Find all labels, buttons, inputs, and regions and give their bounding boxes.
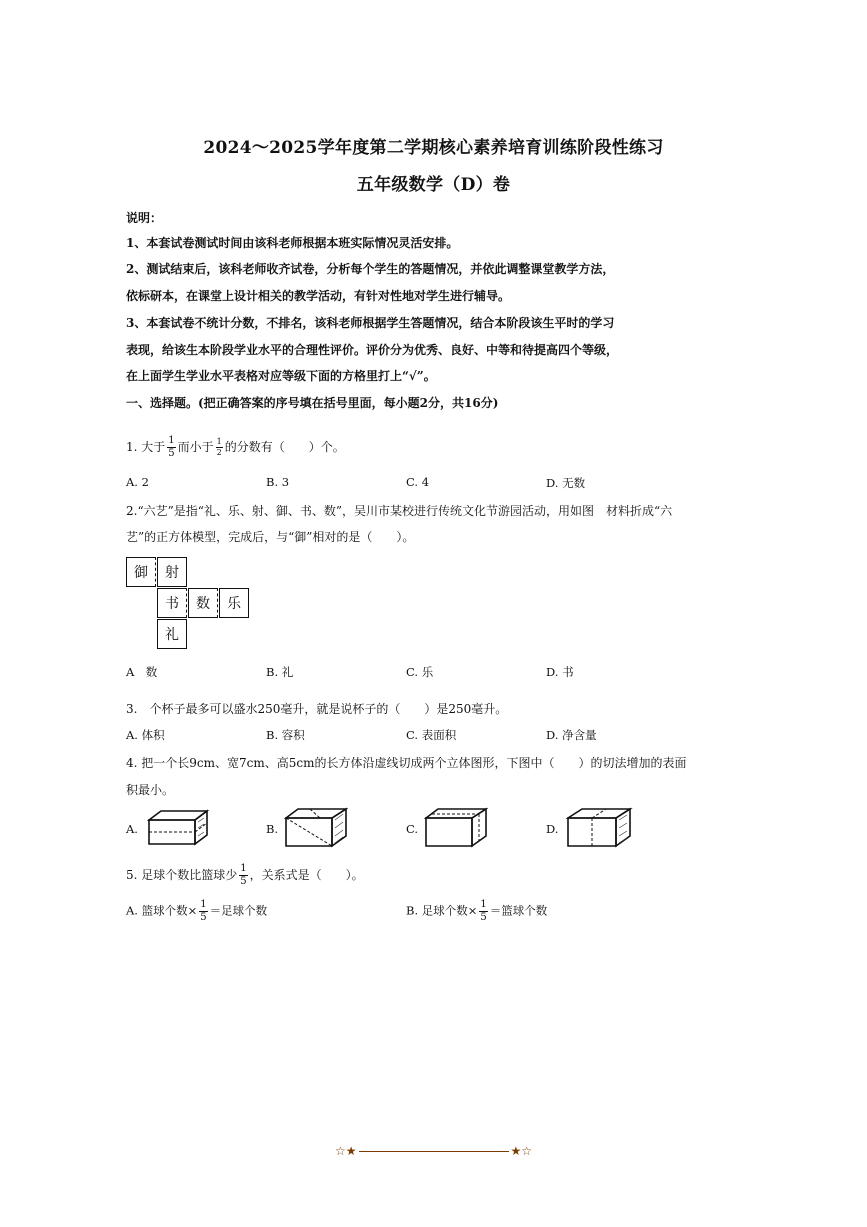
cuboid-figure-b [284,806,348,850]
note-3a: 3、本套试卷不统计分数，不排名，该科老师根据学生答题情况，结合本阶段该生平时的学习 [126,316,615,330]
q3-option-a: A. 体积 [126,728,165,742]
question-3: 3. 个杯子最多可以盛水250毫升，就是说杯子的（ ）是250毫升。 [126,702,508,716]
q2-option-b: B. 礼 [266,665,294,679]
question-4-line2: 积最小。 [126,783,175,797]
q1-option-a: A. 2 [126,475,149,489]
cuboid-figure-c [424,806,488,850]
note-2b: 依标研本，在课堂上设计相关的教学活动，有针对性地对学生进行辅导。 [126,289,511,303]
q2-option-a: A 数 [126,665,158,679]
net-cell-yu: 御 [126,557,156,587]
fraction-one-fifth: $\frac{1}{5}$ [240,863,247,887]
q1-option-b: B. 3 [266,475,290,489]
net-cell-shu: 书 [157,588,187,618]
exam-title: 2024～2025学年度第二学期核心素养培育训练阶段性练习 [203,138,664,158]
fraction-one-fifth: $\frac{1}{5}$ [200,899,207,923]
net-cell-li: 礼 [157,619,187,649]
page-footer [0,1144,867,1158]
q1-option-c: C. 4 [406,475,430,489]
note-1: 1、本套试卷测试时间由该科老师根据本班实际情况灵活安排。 [126,236,459,250]
q4-option-c: C. [406,822,419,836]
cuboid-figure-a [147,808,209,848]
exam-subtitle: 五年级数学（D）卷 [356,175,511,195]
q2-option-c: C. 乐 [406,665,434,679]
q4-option-b: B. [266,822,279,836]
net-cell-yue: 乐 [219,588,249,618]
fraction-one-half: $\frac{1}{2}$ [216,437,222,457]
notes-heading: 说明： [126,211,163,225]
fraction-one-fifth: $\frac{1}{5}$ [168,435,175,459]
q4-option-a: A. [126,822,138,836]
star-decoration-left: ☆★ [334,1144,357,1158]
q2-option-d: D. 书 [546,665,574,679]
section-heading: 一、选择题。(把正确答案的序号填在括号里面，每小题2分，共16分) [126,396,499,410]
footer-divider [359,1151,509,1152]
q3-option-d: D. 净含量 [546,728,597,742]
question-2-line1: 2.“六艺”是指“礼、乐、射、御、书、数”，吴川市某校进行传统文化节游园活动，用如图 材料折成“六 [126,504,673,518]
star-decoration-right: ★☆ [510,1144,533,1158]
net-cell-she: 射 [157,557,187,587]
q3-option-b: B. 容积 [266,728,305,742]
q1-option-d: D. 无数 [546,476,586,490]
fraction-one-fifth: $\frac{1}{5}$ [480,899,487,923]
note-3b: 表现，给该生本阶段学业水平的合理性评价。评价分为优秀、良好、中等和待提高四个等级， [126,343,619,357]
question-5: 5. 足球个数比篮球少 $\frac{1}{5}$ ，关系式是（ ）。 [126,863,364,887]
q5-option-b: B. 足球个数× $\frac{1}{5}$ ＝篮球个数 [406,899,548,923]
note-2a: 2、测试结束后，该科老师收齐试卷，分析每个学生的答题情况，并依此调整课堂教学方法， [126,262,615,276]
question-2-line2: 艺”的正方体模型，完成后，与“御”相对的是（ ）。 [126,530,415,544]
question-4-line1: 4. 把一个长9cm、宽7cm、高5cm的长方体沿虚线切成两个立体图形，下图中（ ）的切法增加的表面 [126,756,687,770]
cuboid-figure-d [566,806,634,850]
question-1: 1. 大于 $\frac{1}{5}$ 而小于 $\frac{1}{2}$ 的分数有（ ）个。 [126,435,345,459]
net-cell-shu2: 数 [188,588,218,618]
q5-option-a: A. 篮球个数× $\frac{1}{5}$ ＝足球个数 [126,899,268,923]
q3-option-c: C. 表面积 [406,728,457,742]
note-3c: 在上面学生学业水平表格对应等级下面的方格里打上“√”。 [126,369,436,383]
q4-option-d: D. [546,822,559,836]
